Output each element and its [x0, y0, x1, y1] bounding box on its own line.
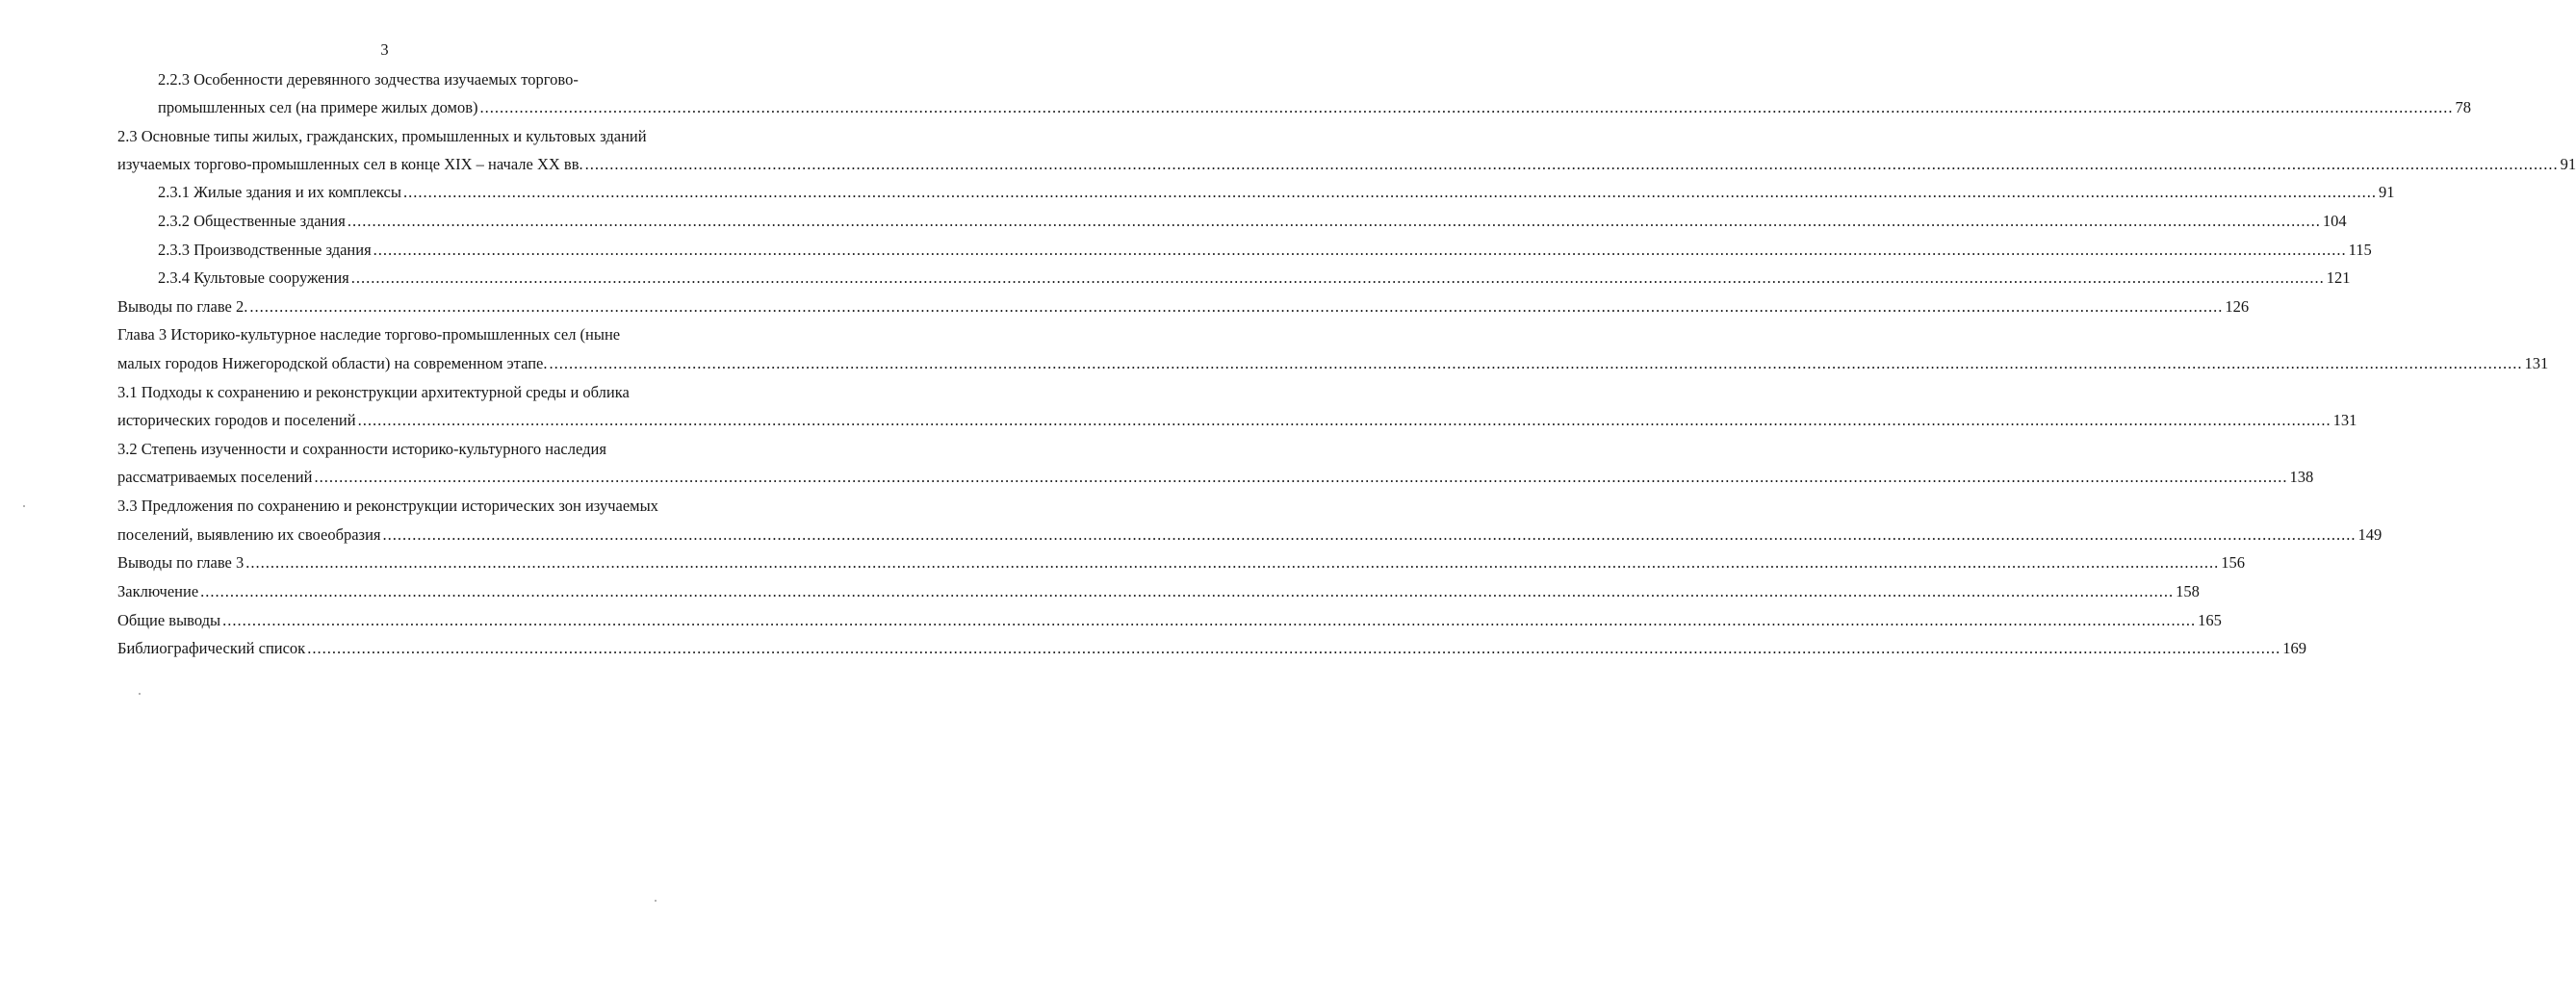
toc-page-number: 104 [2322, 212, 2347, 230]
dot-leader: ................................................................................................................................................................................................................................................................................................................................................................................................................ [373, 241, 2347, 259]
toc-page-number: 165 [2198, 611, 2222, 629]
dot-leader: ................................................................................................................................................................................................................................................................................................................................................................................................................ [479, 98, 2454, 116]
dot-leader: ................................................................................................................................................................................................................................................................................................................................................................................................................ [350, 268, 2325, 287]
scan-speck [23, 505, 25, 507]
toc-entry-leader [158, 236, 2372, 265]
toc-page-number: 138 [2289, 468, 2314, 486]
toc-entry-leader [117, 349, 2549, 378]
toc-page-number: 91 [2378, 183, 2395, 201]
toc-entry-title: Выводы по главе 3 [117, 553, 245, 572]
dot-leader: ................................................................................................................................................................................................................................................................................................................................................................................................................ [245, 553, 2220, 572]
toc-entry-title: Общие выводы [117, 611, 221, 629]
toc-entry-title: 3.3 Предложения по сохранению и реконструкции исторических зон изучаемых [117, 497, 658, 515]
dot-leader: ................................................................................................................................................................................................................................................................................................................................................................................................................ [402, 183, 2377, 201]
dot-leader: ................................................................................................................................................................................................................................................................................................................................................................................................................ [314, 468, 2288, 486]
toc-entry-leader [117, 406, 2357, 435]
dot-leader: ................................................................................................................................................................................................................................................................................................................................................................................................................ [347, 212, 2321, 230]
toc-entry-title: Библиографический список [117, 639, 306, 657]
dot-leader: ................................................................................................................................................................................................................................................................................................................................................................................................................ [382, 525, 2357, 544]
toc-entry-title: Выводы по главе 2. [117, 297, 248, 316]
toc-entry-leader [158, 207, 2347, 236]
toc-entry-title: 2.3.4 Культовые сооружения [158, 268, 349, 287]
toc-page-number: 158 [2176, 582, 2200, 600]
toc-entry-leader [117, 577, 2200, 606]
toc-page-number: 169 [2282, 639, 2306, 657]
toc-entry-title: 2.3.2 Общественные здания [158, 212, 346, 230]
toc-entry-leader [158, 264, 2351, 293]
dot-leader: ................................................................................................................................................................................................................................................................................................................................................................................................................ [200, 582, 2175, 600]
toc-page-number: 126 [2225, 297, 2250, 316]
toc-entry-title: 3.1 Подходы к сохранению и реконструкции архитектурной среды и облика [117, 383, 630, 401]
toc-entry-leader [117, 606, 2222, 635]
toc-entry-leader [117, 293, 2250, 321]
toc-entry-title: 2.3.3 Производственные здания [158, 241, 372, 259]
dot-leader: ................................................................................................................................................................................................................................................................................................................................................................................................................ [249, 297, 2224, 316]
toc-entry-leader [158, 178, 2395, 207]
toc-entry-leader [117, 521, 2383, 549]
toc-entry-title: Заключение [117, 582, 199, 600]
toc-page-number: 115 [2348, 241, 2372, 259]
dot-leader: ................................................................................................................................................................................................................................................................................................................................................................................................................ [584, 155, 2559, 173]
toc-page-number: 149 [2357, 525, 2383, 544]
toc-entry-title: изучаемых торгово-промышленных сел в конце XIX – начале XX вв. [117, 155, 583, 173]
toc-entry-title: 2.3.1 Жилые здания и их комплексы [158, 183, 401, 201]
toc-entry-title: малых городов Нижегородской области) на современном этапе. [117, 354, 548, 372]
toc-page-number: 91 [2560, 155, 2576, 173]
toc-entry-leader [117, 549, 2245, 577]
toc-entry-leader [117, 463, 2314, 492]
dot-leader: ................................................................................................................................................................................................................................................................................................................................................................................................................ [549, 354, 2523, 372]
toc-entry-leader [117, 634, 2306, 663]
scan-speck [139, 693, 141, 695]
toc-entry-title: 2.3 Основные типы жилых, гражданских, промышленных и культовых зданий [117, 127, 647, 145]
toc-page-number: 131 [2524, 354, 2549, 372]
toc-page-number: 156 [2221, 553, 2245, 572]
toc-page-number: 131 [2332, 411, 2357, 429]
dot-leader: ................................................................................................................................................................................................................................................................................................................................................................................................................ [222, 611, 2197, 629]
dot-leader: ................................................................................................................................................................................................................................................................................................................................................................................................................ [357, 411, 2331, 429]
toc-entry-leader [158, 93, 2472, 122]
toc-entry-title: 2.2.3 Особенности деревянного зодчества изучаемых торгово- [158, 70, 579, 89]
scan-speck [655, 900, 657, 902]
toc-entry-title: поселений, выявлению их своеобразия [117, 525, 381, 544]
toc-entry-leader [117, 150, 2576, 179]
page-number: 3 [380, 40, 389, 59]
toc-entry-title: Глава 3 Историко-культурное наследие торгово-промышленных сел (ныне [117, 325, 621, 344]
dot-leader: ................................................................................................................................................................................................................................................................................................................................................................................................................ [307, 639, 2281, 657]
toc-entry-title: 3.2 Степень изученности и сохранности историко-культурного наследия [117, 440, 606, 458]
toc-page-number: 121 [2326, 268, 2351, 287]
toc-entry-title: промышленных сел (на примере жилых домов) [158, 98, 478, 116]
toc-entry-title: рассматриваемых поселений [117, 468, 313, 486]
toc-page-number: 78 [2455, 98, 2472, 116]
toc-entry-title: исторических городов и поселений [117, 411, 356, 429]
